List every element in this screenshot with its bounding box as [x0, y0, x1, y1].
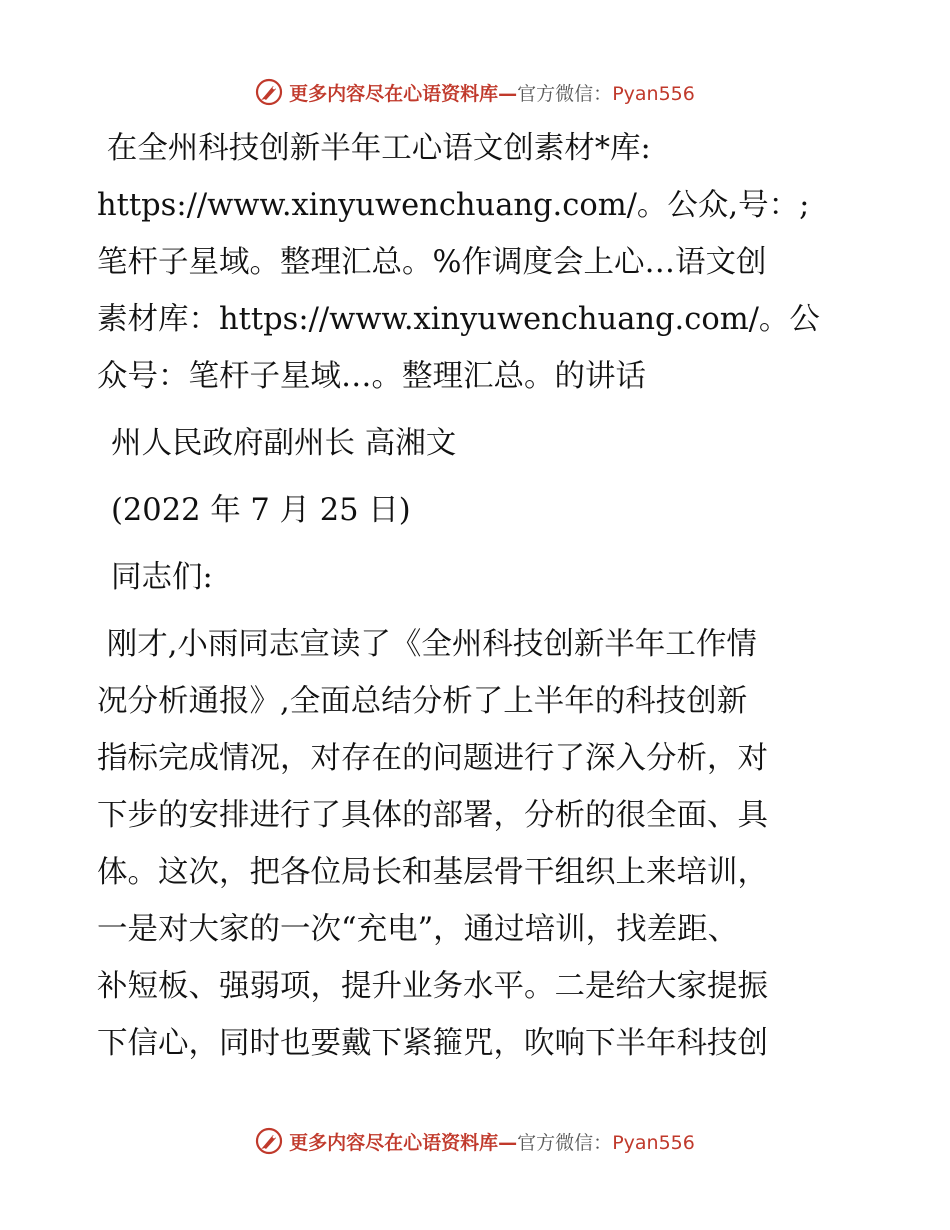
title-line: 笔杆子星域。整理汇总。%作调度会上心…语文创 — [97, 245, 767, 280]
watermark-text — [289, 1128, 695, 1155]
title-line: 众号：笔杆子星域…。整理汇总。的讲话 — [97, 359, 646, 394]
body-line: 体。这次，把各位局长和基层骨干组织上来培训， — [97, 855, 768, 890]
pen-nib-circle-icon — [255, 1127, 283, 1155]
salutation: 同志们: — [111, 560, 213, 595]
body-line: 下步的安排进行了具体的部署，分析的很全面、具 — [97, 798, 768, 833]
document-body — [97, 120, 857, 1072]
body-line: 指标完成情况，对存在的问题进行了深入分析，对 — [97, 741, 768, 776]
title-line: 在全州科技创新半年工心语文创素材*库: — [97, 131, 651, 166]
watermark-footer — [0, 1121, 950, 1161]
body-line: 刚才,小雨同志宣读了《全州科技创新半年工作情 — [97, 627, 757, 662]
speaker-line: 州人民政府副州长 高湘文 — [111, 426, 457, 461]
watermark-separator: — — [498, 1131, 518, 1154]
watermark-wechat-id: Pyan556 — [612, 82, 695, 105]
body-line: 补短板、强弱项，提升业务水平。二是给大家提振 — [97, 969, 768, 1004]
watermark-separator: — — [498, 82, 518, 105]
title-line: https://www.xinyuwenchuang.com/。公众,号：; — [97, 188, 810, 223]
title-line: 素材库：https://www.xinyuwenchuang.com/。公 — [97, 302, 820, 337]
body-line: 一是对大家的一次“充电”，通过培训，找差距、 — [97, 912, 739, 947]
body-line: 况分析通报》,全面总结分析了上半年的科技创新 — [97, 684, 748, 719]
body-paragraph — [97, 616, 857, 1072]
pen-nib-circle-icon — [255, 78, 283, 106]
body-line: 下信心，同时也要戴下紧箍咒，吹响下半年科技创 — [97, 1026, 768, 1061]
date-line: (2022 年 7 月 25 日) — [111, 493, 411, 528]
watermark-label: 官方微信： — [517, 1131, 613, 1154]
watermark-label: 官方微信： — [517, 82, 613, 105]
document-title — [97, 120, 857, 405]
watermark-text — [289, 79, 695, 106]
watermark-wechat-id: Pyan556 — [612, 1131, 695, 1154]
watermark-header — [0, 72, 950, 112]
watermark-title: 更多内容尽在心语资料库 — [289, 1131, 499, 1154]
watermark-title: 更多内容尽在心语资料库 — [289, 82, 499, 105]
